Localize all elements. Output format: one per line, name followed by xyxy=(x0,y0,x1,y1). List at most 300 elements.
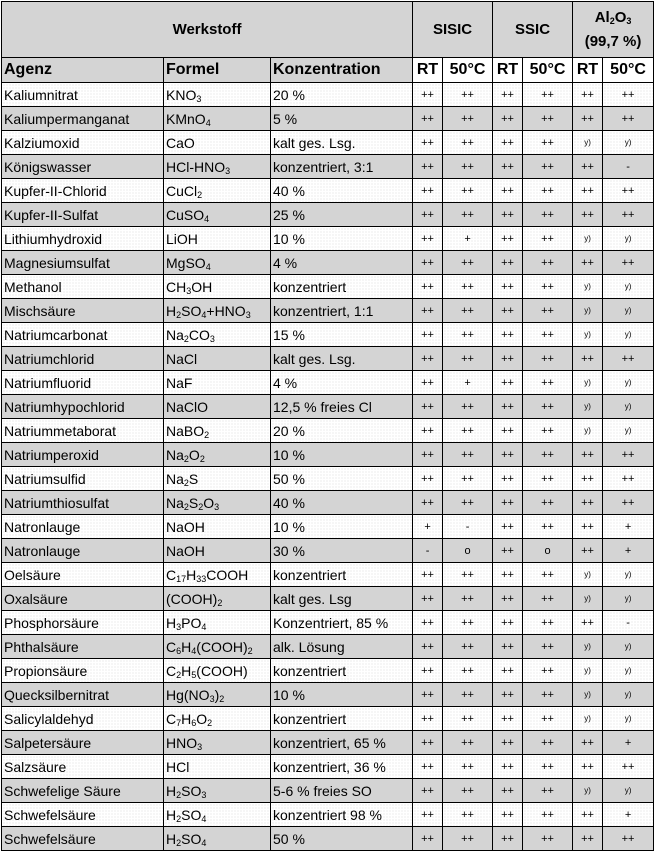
formula-part: NaCl xyxy=(166,350,198,367)
al2o3-50c-rating: ++ xyxy=(603,347,654,371)
formula-subscript: 4 xyxy=(205,261,211,272)
formula-part: HNO xyxy=(166,734,198,751)
formula-part: KNO xyxy=(166,86,197,103)
formula-part: CuSO xyxy=(166,206,205,223)
sisic-50c-rating: ++ xyxy=(443,467,493,491)
sisic-50c-rating: ++ xyxy=(443,443,493,467)
al2o3-rt-rating: y) xyxy=(573,659,603,683)
ssic-rt-rating: ++ xyxy=(493,107,523,131)
ssic-rt-rating: ++ xyxy=(493,827,523,851)
table-row xyxy=(2,395,654,419)
formel-cell xyxy=(164,467,271,491)
formel-cell xyxy=(164,587,271,611)
table-row xyxy=(2,371,654,395)
sisic-rt-rating: ++ xyxy=(413,347,443,371)
formel-cell xyxy=(164,275,271,299)
ssic-50c-rating: ++ xyxy=(523,443,573,467)
ssic-rt-rating: ++ xyxy=(493,635,523,659)
al2o3-header xyxy=(573,2,654,58)
konzentration-cell: Konzentriert, 85 % xyxy=(271,611,413,635)
sisic-50c-rating: ++ xyxy=(443,275,493,299)
formel-cell xyxy=(164,251,271,275)
formula-part: CaO xyxy=(166,134,195,151)
konzentration-header: Konzentration xyxy=(271,58,413,83)
ssic-50c-rating: o xyxy=(523,539,573,563)
formula-part: PO xyxy=(181,614,202,631)
formula-part: H xyxy=(166,614,177,631)
formula-part: C xyxy=(166,662,177,679)
formula-subscript: 3 xyxy=(245,309,251,320)
sisic-rt-rating: ++ xyxy=(413,299,443,323)
ssic-rt-rating: ++ xyxy=(493,467,523,491)
formel-cell xyxy=(164,131,271,155)
konzentration-cell: konzentriert, 65 % xyxy=(271,731,413,755)
formel-cell xyxy=(164,707,271,731)
ssic-50c-rating: ++ xyxy=(523,827,573,851)
al2o3-50c-rating: + xyxy=(603,731,654,755)
agenz-cell: Kaliumpermanganat xyxy=(2,107,164,131)
formula-part: C xyxy=(166,566,177,583)
konzentration-cell: alk. Lösung xyxy=(271,635,413,659)
al2o3-50c-rating: y) xyxy=(603,707,654,731)
formula-subscript: 2 xyxy=(176,789,182,800)
ssic-rt-rating: ++ xyxy=(493,203,523,227)
sisic-50c-rating: ++ xyxy=(443,299,493,323)
al2o3-rt-rating: ++ xyxy=(573,611,603,635)
formula-subscript: 2 xyxy=(198,501,204,512)
al2o3-50c-rating: y) xyxy=(603,659,654,683)
ssic-rt-rating: ++ xyxy=(493,803,523,827)
formel-cell xyxy=(164,779,271,803)
formula-subscript: 3 xyxy=(209,693,215,704)
ssic-rt-rating: ++ xyxy=(493,395,523,419)
formula-part: Na xyxy=(166,494,184,511)
al2o3-rt-rating: y) xyxy=(573,779,603,803)
al2o3-rt-rating: ++ xyxy=(573,347,603,371)
formula-part: H xyxy=(166,782,177,799)
formula-subscript: 3 xyxy=(196,93,202,104)
sisic-rt-rating: ++ xyxy=(413,731,443,755)
formula-subscript: 4 xyxy=(201,621,207,632)
ssic-rt-rating: ++ xyxy=(493,731,523,755)
table-row xyxy=(2,659,654,683)
al2o3-50c-rating: ++ xyxy=(603,251,654,275)
al2o3-50c-rating: ++ xyxy=(603,443,654,467)
ssic-rt-rating: ++ xyxy=(493,587,523,611)
konzentration-cell: 5-6 % freies SO xyxy=(271,779,413,803)
formula-part: H xyxy=(166,302,177,319)
sisic-50c-rating: ++ xyxy=(443,251,493,275)
agenz-cell: Natriumthiosulfat xyxy=(2,491,164,515)
sisic-rt-rating: ++ xyxy=(413,635,443,659)
sisic-rt-rating: ++ xyxy=(413,179,443,203)
agenz-cell: Propionsäure xyxy=(2,659,164,683)
formel-cell xyxy=(164,611,271,635)
konzentration-cell: konzentriert, 3:1 xyxy=(271,155,413,179)
agenz-cell: Salicylaldehyd xyxy=(2,707,164,731)
agenz-cell: Methanol xyxy=(2,275,164,299)
sisic-rt-rating: ++ xyxy=(413,155,443,179)
formula-subscript: 7 xyxy=(176,717,182,728)
formel-cell xyxy=(164,107,271,131)
al2o3-50c-rating: y) xyxy=(603,299,654,323)
formula-subscript: 4 xyxy=(201,813,207,824)
formula-part: MgSO xyxy=(166,254,206,271)
al2o3-50c-rating: ++ xyxy=(603,83,654,107)
ssic-50c-rating: ++ xyxy=(523,659,573,683)
formula-part: O xyxy=(188,446,200,463)
formula-part: (COOH) xyxy=(196,662,248,679)
al2o3-formula: $Al_2O_3$ xyxy=(594,8,632,26)
table-row xyxy=(2,491,654,515)
sisic-50c-rating: ++ xyxy=(443,419,493,443)
formula-part: C xyxy=(166,710,177,727)
formel-cell xyxy=(164,299,271,323)
al2o3-50c-rating: + xyxy=(603,539,654,563)
agenz-cell: Lithiumhydroxid xyxy=(2,227,164,251)
agenz-cell: Magnesiumsulfat xyxy=(2,251,164,275)
sisic-rt-rating: ++ xyxy=(413,251,443,275)
sisic-rt-rating: ++ xyxy=(413,587,443,611)
sisic-rt-rating: ++ xyxy=(413,779,443,803)
agenz-cell: Schwefelige Säure xyxy=(2,779,164,803)
formula-subscript: 2 xyxy=(199,453,205,464)
al2o3-rt-rating: y) xyxy=(573,707,603,731)
ssic-50c-rating: ++ xyxy=(523,275,573,299)
agenz-cell: Natriumsulfid xyxy=(2,467,164,491)
sisic-50c-rating: ++ xyxy=(443,395,493,419)
formula-part: H xyxy=(181,662,192,679)
header-row-columns xyxy=(2,58,654,83)
agenz-cell: Natriumperoxid xyxy=(2,443,164,467)
al2o3-50c-rating: ++ xyxy=(603,755,654,779)
ssic-50c-rating: ++ xyxy=(523,323,573,347)
formel-cell xyxy=(164,347,271,371)
sisic-rt-rating: ++ xyxy=(413,107,443,131)
formula-part: Na xyxy=(166,470,184,487)
sisic-50c-rating: ++ xyxy=(443,179,493,203)
konzentration-cell: 4 % xyxy=(271,371,413,395)
table-row xyxy=(2,635,654,659)
formula-subscript: 2 xyxy=(183,501,189,512)
formula-part: H xyxy=(186,566,197,583)
sisic-50c-rating: ++ xyxy=(443,491,493,515)
al2o3-50c-rating: y) xyxy=(603,587,654,611)
konzentration-cell: 10 % xyxy=(271,515,413,539)
ssic-rt-rating: ++ xyxy=(493,179,523,203)
formel-cell xyxy=(164,203,271,227)
sisic-50c-rating: ++ xyxy=(443,827,493,851)
formula-part: (COOH) xyxy=(196,638,248,655)
sisic-50c-rating: ++ xyxy=(443,683,493,707)
al2o3-50c-rating: y) xyxy=(603,779,654,803)
ssic-50c-rating: ++ xyxy=(523,251,573,275)
sisic-50c-rating: ++ xyxy=(443,587,493,611)
sisic-rt-rating: ++ xyxy=(413,755,443,779)
ssic-rt-rating: ++ xyxy=(493,371,523,395)
agenz-cell: Quecksilbernitrat xyxy=(2,683,164,707)
formel-cell xyxy=(164,155,271,179)
ssic-50c-header: 50°C xyxy=(523,58,573,83)
al2o3-rt-rating: y) xyxy=(573,635,603,659)
formel-cell xyxy=(164,419,271,443)
ssic-rt-rating: ++ xyxy=(493,443,523,467)
formula-subscript: 3 xyxy=(209,333,215,344)
ssic-rt-rating: ++ xyxy=(493,131,523,155)
formula-part: H xyxy=(166,806,177,823)
ssic-50c-rating: ++ xyxy=(523,227,573,251)
al2o3-50c-rating: y) xyxy=(603,323,654,347)
ssic-50c-rating: ++ xyxy=(523,131,573,155)
ssic-50c-rating: ++ xyxy=(523,683,573,707)
sisic-50c-rating: ++ xyxy=(443,107,493,131)
formula-subscript: 2 xyxy=(176,837,182,848)
al2o3-rt-rating: ++ xyxy=(573,539,603,563)
konzentration-cell: 40 % xyxy=(271,491,413,515)
formula-subscript: 4 xyxy=(204,213,210,224)
konzentration-cell: 25 % xyxy=(271,203,413,227)
ssic-50c-rating: ++ xyxy=(523,755,573,779)
konzentration-cell: konzentriert xyxy=(271,707,413,731)
formel-cell xyxy=(164,755,271,779)
al2o3-rt-rating: y) xyxy=(573,587,603,611)
agenz-cell: Salzsäure xyxy=(2,755,164,779)
sisic-rt-rating: ++ xyxy=(413,443,443,467)
ssic-rt-rating: ++ xyxy=(493,251,523,275)
formel-cell xyxy=(164,731,271,755)
konzentration-cell: 30 % xyxy=(271,539,413,563)
formula-part: NaClO xyxy=(166,398,209,415)
table-row xyxy=(2,731,654,755)
agenz-cell: Kalziumoxid xyxy=(2,131,164,155)
sisic-50c-rating: + xyxy=(443,227,493,251)
formula-subscript: 2 xyxy=(183,477,189,488)
sisic-rt-rating: ++ xyxy=(413,659,443,683)
al2o3-rt-rating: ++ xyxy=(573,155,603,179)
konzentration-cell: 5 % xyxy=(271,107,413,131)
formel-cell xyxy=(164,539,271,563)
sisic-50c-rating: - xyxy=(443,515,493,539)
sisic-50c-rating: ++ xyxy=(443,131,493,155)
table-row xyxy=(2,299,654,323)
sisic-rt-header: RT xyxy=(413,58,443,83)
ssic-50c-rating: ++ xyxy=(523,611,573,635)
konzentration-cell: 10 % xyxy=(271,227,413,251)
konzentration-cell: 50 % xyxy=(271,827,413,851)
konzentration-cell: konzentriert xyxy=(271,275,413,299)
agenz-cell: Kaliumnitrat xyxy=(2,83,164,107)
al2o3-50c-rating: y) xyxy=(603,419,654,443)
formel-cell xyxy=(164,491,271,515)
table-row xyxy=(2,515,654,539)
al2o3-rt-rating: y) xyxy=(573,275,603,299)
formula-subscript: 6 xyxy=(176,645,182,656)
formel-cell xyxy=(164,179,271,203)
sisic-rt-rating: ++ xyxy=(413,83,443,107)
formel-cell xyxy=(164,371,271,395)
table-row xyxy=(2,203,654,227)
table-row xyxy=(2,683,654,707)
konzentration-cell: 10 % xyxy=(271,683,413,707)
formel-cell xyxy=(164,323,271,347)
agenz-cell: Phthalsäure xyxy=(2,635,164,659)
agenz-cell: Königswasser xyxy=(2,155,164,179)
ssic-50c-rating: ++ xyxy=(523,395,573,419)
ssic-rt-rating: ++ xyxy=(493,683,523,707)
sisic-rt-rating: ++ xyxy=(413,827,443,851)
formula-part: O xyxy=(203,494,215,511)
formula-subscript: 3 xyxy=(197,741,203,752)
al2o3-50c-rating: + xyxy=(603,515,654,539)
agenz-cell: Natronlauge xyxy=(2,515,164,539)
konzentration-cell: kalt ges. Lsg. xyxy=(271,347,413,371)
konzentration-cell: kalt ges. Lsg. xyxy=(271,131,413,155)
ssic-rt-rating: ++ xyxy=(493,299,523,323)
formula-part: +HNO xyxy=(206,302,246,319)
sisic-rt-rating: ++ xyxy=(413,491,443,515)
ssic-rt-rating: ++ xyxy=(493,515,523,539)
sisic-rt-rating: - xyxy=(413,539,443,563)
sisic-50c-rating: ++ xyxy=(443,83,493,107)
al2o3-50c-rating: ++ xyxy=(603,179,654,203)
formula-part: SO xyxy=(181,806,202,823)
ssic-rt-rating: ++ xyxy=(493,755,523,779)
sisic-50c-rating: ++ xyxy=(443,155,493,179)
ssic-50c-rating: ++ xyxy=(523,707,573,731)
al2o3-rt-rating: ++ xyxy=(573,467,603,491)
al2o3-50c-rating: y) xyxy=(603,131,654,155)
formula-part: H xyxy=(181,638,192,655)
formula-part: HCl xyxy=(166,758,190,775)
formula-subscript: 2 xyxy=(217,597,223,608)
ssic-50c-rating: ++ xyxy=(523,803,573,827)
table-row xyxy=(2,755,654,779)
table-row xyxy=(2,323,654,347)
sisic-50c-rating: ++ xyxy=(443,803,493,827)
formula-part: H xyxy=(181,710,192,727)
werkstoff-header: Werkstoff xyxy=(2,2,413,58)
header-row-materials xyxy=(2,2,654,58)
ssic-50c-rating: ++ xyxy=(523,347,573,371)
formula-part: NaOH xyxy=(166,542,205,559)
konzentration-cell: 50 % xyxy=(271,467,413,491)
formula-part: LiOH xyxy=(166,230,198,247)
table-row xyxy=(2,251,654,275)
formula-part: CuCl xyxy=(166,182,198,199)
formel-cell xyxy=(164,803,271,827)
agenz-cell: Kupfer-II-Sulfat xyxy=(2,203,164,227)
formel-cell xyxy=(164,83,271,107)
ssic-rt-rating: ++ xyxy=(493,491,523,515)
formel-cell xyxy=(164,515,271,539)
formula-subscript: 2 xyxy=(176,669,182,680)
al2o3-rt-rating: y) xyxy=(573,395,603,419)
table-row xyxy=(2,443,654,467)
formel-header: Formel xyxy=(164,58,271,83)
ssic-50c-rating: ++ xyxy=(523,587,573,611)
konzentration-cell: 20 % xyxy=(271,419,413,443)
ssic-50c-rating: ++ xyxy=(523,179,573,203)
ssic-50c-rating: ++ xyxy=(523,563,573,587)
ssic-50c-rating: ++ xyxy=(523,731,573,755)
sisic-rt-rating: ++ xyxy=(413,683,443,707)
ssic-rt-rating: ++ xyxy=(493,563,523,587)
al2o3-50c-rating: y) xyxy=(603,395,654,419)
ssic-rt-rating: ++ xyxy=(493,227,523,251)
al2o3-rt-rating: ++ xyxy=(573,731,603,755)
al2o3-rt-rating: ++ xyxy=(573,443,603,467)
al2o3-rt-rating: ++ xyxy=(573,83,603,107)
table-row xyxy=(2,827,654,851)
table-row xyxy=(2,539,654,563)
ssic-50c-rating: ++ xyxy=(523,467,573,491)
al2o3-50c-rating: + xyxy=(603,803,654,827)
formula-subscript: 2 xyxy=(207,717,213,728)
ssic-rt-rating: ++ xyxy=(493,779,523,803)
formel-cell xyxy=(164,827,271,851)
al2o3-rt-rating: ++ xyxy=(573,827,603,851)
table-body xyxy=(2,83,654,851)
formula-part: ) xyxy=(214,686,220,703)
table-row xyxy=(2,179,654,203)
ssic-50c-rating: ++ xyxy=(523,779,573,803)
agenz-cell: Natronlauge xyxy=(2,539,164,563)
sisic-50c-rating: o xyxy=(443,539,493,563)
konzentration-cell: konzentriert xyxy=(271,563,413,587)
formula-part: (COOH) xyxy=(166,590,218,607)
agenz-header: Agenz xyxy=(2,58,164,83)
ssic-50c-rating: ++ xyxy=(523,83,573,107)
konzentration-cell: 10 % xyxy=(271,443,413,467)
formula-subscript: 3 xyxy=(225,165,231,176)
table-row xyxy=(2,227,654,251)
agenz-cell: Oelsäure xyxy=(2,563,164,587)
table-row xyxy=(2,107,654,131)
formula-subscript: 33 xyxy=(196,573,207,584)
sisic-header: SISIC xyxy=(413,2,493,58)
formula-part: Na xyxy=(166,446,184,463)
table-row xyxy=(2,779,654,803)
formula-part: C xyxy=(166,638,177,655)
formula-part: SO xyxy=(181,830,202,847)
formula-part: SO xyxy=(181,302,202,319)
ssic-rt-rating: ++ xyxy=(493,419,523,443)
konzentration-cell: konzentriert xyxy=(271,659,413,683)
al2o3-rt-rating: ++ xyxy=(573,251,603,275)
sisic-rt-rating: ++ xyxy=(413,203,443,227)
ssic-rt-rating: ++ xyxy=(493,347,523,371)
ssic-rt-rating: ++ xyxy=(493,707,523,731)
ssic-50c-rating: ++ xyxy=(523,635,573,659)
formel-cell xyxy=(164,443,271,467)
al2o3-rt-rating: y) xyxy=(573,419,603,443)
konzentration-cell: 15 % xyxy=(271,323,413,347)
formula-part: HCl-HNO xyxy=(166,158,226,175)
agenz-cell: Salpetersäure xyxy=(2,731,164,755)
al2o3-50c-header: 50°C xyxy=(603,58,654,83)
table-row xyxy=(2,83,654,107)
al2o3-purity: (99,7 %) xyxy=(584,32,642,50)
agenz-cell: Schwefelsäure xyxy=(2,803,164,827)
formel-cell xyxy=(164,635,271,659)
sisic-50c-rating: ++ xyxy=(443,347,493,371)
ssic-50c-rating: ++ xyxy=(523,203,573,227)
formula-subscript: 2 xyxy=(176,309,182,320)
formula-subscript: 4 xyxy=(201,309,207,320)
chemical-resistance-table xyxy=(1,1,654,851)
ssic-50c-rating: ++ xyxy=(523,419,573,443)
al2o3-rt-rating: y) xyxy=(573,563,603,587)
